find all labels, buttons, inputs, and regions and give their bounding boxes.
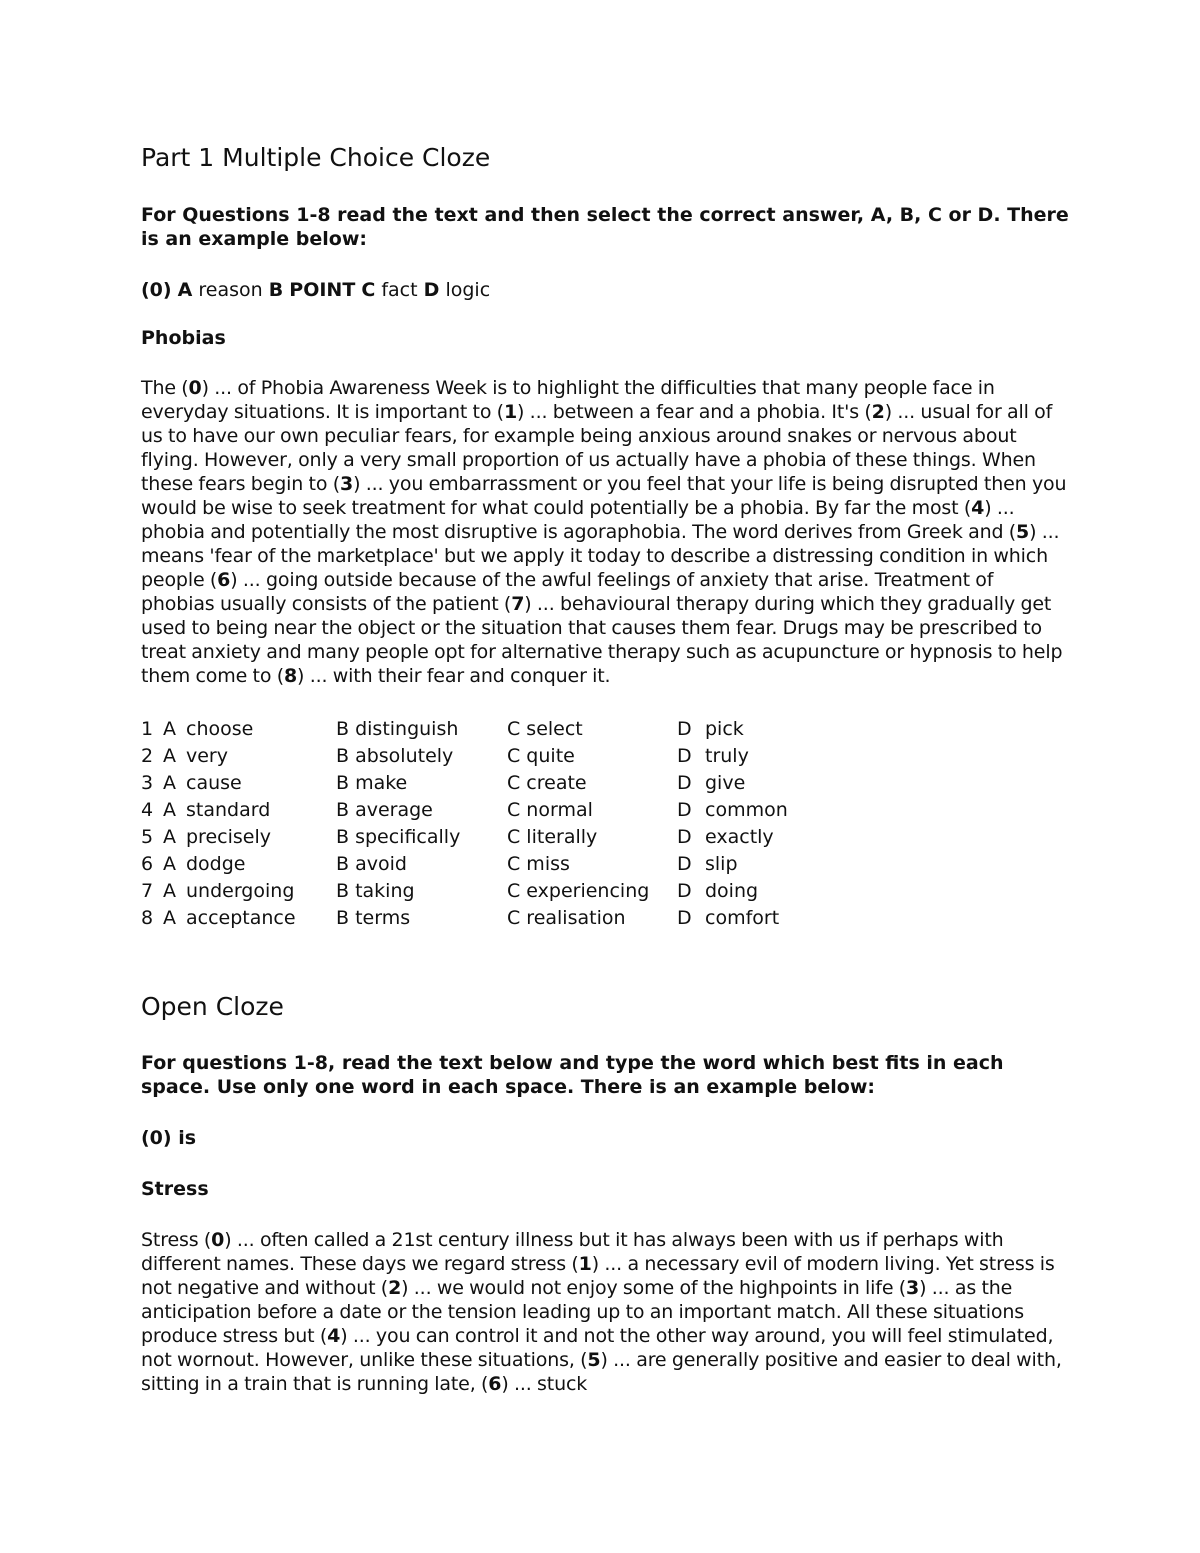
section1-heading: Part 1 Multiple Choice Cloze [141, 143, 491, 172]
gap-number: 4 [327, 1325, 341, 1347]
option-letter-d: D [677, 718, 692, 740]
option-letter-a: A [163, 772, 176, 794]
option-d-text: comfort [705, 907, 780, 929]
option-letter-d: D [677, 799, 692, 821]
option-row [141, 880, 877, 907]
option-a-cell [141, 745, 336, 772]
option-a-text: choose [186, 718, 254, 740]
passage-text: ) ... usual for all of us to have our own peculiar fears, for example being anxious around snakes or nervous about flying. However, only a very small proportion of us actually have a phobia of these things. When these fears begin to ( [141, 401, 1053, 495]
option-a-text: precisely [186, 826, 271, 848]
option-letter-d: D [677, 907, 692, 929]
question-number: 8 [141, 907, 154, 929]
section1-instruction: For Questions 1-8 read the text and then select the correct answer, A, B, C or D. There is an example below: [141, 204, 1069, 250]
option-b-text: B distinguish [336, 718, 459, 740]
option-a-cell [141, 853, 336, 880]
question-number: 1 [141, 718, 154, 740]
option-letter-d: D [677, 745, 692, 767]
option-c-text: C select [507, 718, 583, 740]
option-letter-a: A [163, 907, 176, 929]
example-letter-c: C [361, 279, 376, 301]
option-d-text: pick [705, 718, 744, 740]
option-c-text: C literally [507, 826, 598, 848]
option-row [141, 799, 877, 826]
options-table [141, 718, 877, 934]
option-d-cell [677, 718, 877, 745]
gap-number: 0 [188, 377, 202, 399]
option-letter-d: D [677, 880, 692, 902]
example-word-d: logic [445, 279, 491, 301]
passage-text: ) ... going outside because of the awful feelings of anxiety that arise. Treatment of phobias usually consists of the patient ( [141, 569, 994, 615]
gap-number: 2 [871, 401, 885, 423]
example-letter-a: A [177, 279, 193, 301]
passage-text: The ( [141, 377, 189, 399]
option-d-cell [677, 772, 877, 799]
passage-text: Stress ( [141, 1229, 212, 1251]
option-b-text: B specifically [336, 826, 461, 848]
option-letter-d: D [677, 826, 692, 848]
option-d-cell [677, 880, 877, 907]
passage-text: ) ... you embarrassment or you feel that your life is being disrupted then you would be wise to seek treatment for what could potentially be a phobia. By far the most ( [141, 473, 1067, 519]
option-c-text: C quite [507, 745, 575, 767]
option-a-text: acceptance [186, 907, 296, 929]
example-word-b: POINT [289, 279, 356, 301]
option-row [141, 772, 877, 799]
option-d-text: exactly [705, 826, 774, 848]
passage-text: ) ... are generally positive and easier to deal with, sitting in a train that is running late, ( [141, 1349, 1062, 1395]
option-a-text: undergoing [186, 880, 295, 902]
section2-instruction: For questions 1-8, read the text below and type the word which best fits in each space. Use only one word in each space. There is an example below: [141, 1052, 1004, 1098]
option-a-cell [141, 907, 336, 934]
option-a-text: dodge [186, 853, 246, 875]
option-b-text: B absolutely [336, 745, 454, 767]
option-b-text: B avoid [336, 853, 407, 875]
passage-text: ) ... means 'fear of the marketplace' but we apply it today to describe a distressing condition in which people ( [141, 521, 1060, 591]
option-a-cell [141, 799, 336, 826]
option-letter-a: A [163, 799, 176, 821]
option-d-text: common [705, 799, 788, 821]
passage-text: ) ... we would not enjoy some of the highpoints in life ( [401, 1277, 907, 1299]
option-d-cell [677, 799, 877, 826]
gap-number: 5 [587, 1349, 601, 1371]
option-letter-a: A [163, 880, 176, 902]
option-a-text: standard [186, 799, 271, 821]
document-page [141, 140, 1071, 1396]
option-d-text: give [705, 772, 746, 794]
gap-number: 8 [283, 665, 298, 687]
gap-number: 0 [211, 1229, 225, 1251]
option-d-cell [677, 853, 877, 880]
gap-number: 3 [906, 1277, 920, 1299]
passage-text: ) ... stuck [501, 1373, 588, 1395]
option-row [141, 853, 877, 880]
option-c-text: C miss [507, 853, 570, 875]
option-a-text: very [186, 745, 228, 767]
option-row [141, 907, 877, 934]
option-b-text: B taking [336, 880, 415, 902]
option-row [141, 718, 877, 745]
question-number: 7 [141, 880, 154, 902]
example-number: (0) [141, 279, 172, 301]
option-c-text: C normal [507, 799, 593, 821]
option-letter-d: D [677, 772, 692, 794]
gap-number: 2 [388, 1277, 402, 1299]
option-a-cell [141, 772, 336, 799]
gap-number: 1 [503, 401, 518, 423]
option-d-text: truly [705, 745, 749, 767]
option-b-text: B terms [336, 907, 411, 929]
example-word-a: reason [198, 279, 263, 301]
option-a-cell [141, 826, 336, 853]
option-d-cell [677, 745, 877, 772]
section2-example: (0) is [141, 1127, 197, 1149]
option-a-text: cause [186, 772, 242, 794]
passage-text: ) ... with their fear and conquer it. [297, 665, 611, 687]
section1-passage [141, 376, 1071, 688]
option-b-text: B average [336, 799, 433, 821]
passage-text: ) ... phobia and potentially the most disruptive is agoraphobia. The word derives from Greek and ( [141, 497, 1017, 543]
question-number: 3 [141, 772, 154, 794]
gap-number: 6 [217, 569, 231, 591]
option-letter-a: A [163, 826, 176, 848]
example-letter-d: D [423, 279, 440, 301]
passage-text: ) ... often called a 21st century illness but it has always been with us if perhaps with different names. These days we regard stress ( [141, 1229, 1004, 1275]
option-d-cell [677, 907, 877, 934]
option-d-cell [677, 826, 877, 853]
option-row [141, 826, 877, 853]
option-c-text: C create [507, 772, 587, 794]
passage-text: ) ... between a fear and a phobia. It's ( [517, 401, 872, 423]
option-letter-d: D [677, 853, 692, 875]
option-letter-a: A [163, 718, 176, 740]
option-letter-a: A [163, 853, 176, 875]
gap-number: 4 [971, 497, 985, 519]
gap-number: 6 [488, 1373, 502, 1395]
option-d-text: slip [705, 853, 738, 875]
option-a-cell [141, 718, 336, 745]
example-word-c: fact [381, 279, 418, 301]
option-d-text: doing [705, 880, 759, 902]
gap-number: 3 [339, 473, 354, 495]
passage-text: ) ... as the anticipation before a date or the tension leading up to an important match. All these situations produce stress but ( [141, 1277, 1025, 1347]
option-c-text: C realisation [507, 907, 626, 929]
gap-number: 5 [1016, 521, 1030, 543]
option-letter-a: A [163, 745, 176, 767]
question-number: 4 [141, 799, 154, 821]
passage-text: ) ... you can control it and not the other way around, you will feel stimulated, not wornout. However, unlike these situations, ( [141, 1325, 1054, 1371]
passage-text: ) ... of Phobia Awareness Week is to highlight the difficulties that many people face in everyday situations. It is important to ( [141, 377, 995, 423]
question-number: 5 [141, 826, 154, 848]
gap-number: 1 [578, 1253, 592, 1275]
question-number: 6 [141, 853, 154, 875]
option-b-text: B make [336, 772, 408, 794]
passage-text: ) ... a necessary evil of modern living. Yet stress is not negative and without ( [141, 1253, 1055, 1299]
option-row [141, 745, 877, 772]
section2-title: Stress [141, 1178, 209, 1200]
section2-passage [141, 1228, 1071, 1396]
section2-heading: Open Cloze [141, 992, 284, 1021]
option-a-cell [141, 880, 336, 907]
option-c-text: C experiencing [507, 880, 650, 902]
section1-example [141, 278, 1071, 302]
gap-number: 7 [511, 593, 525, 615]
section1-title: Phobias [141, 327, 226, 349]
passage-text: ) ... behavioural therapy during which they gradually get used to being near the object or the situation that causes them fear. Drugs may be prescribed to treat anxiety and many people opt for alternative therapy such as acupuncture or hypnosis to help them come to ( [141, 593, 1063, 687]
question-number: 2 [141, 745, 154, 767]
example-letter-b: B [268, 279, 284, 301]
